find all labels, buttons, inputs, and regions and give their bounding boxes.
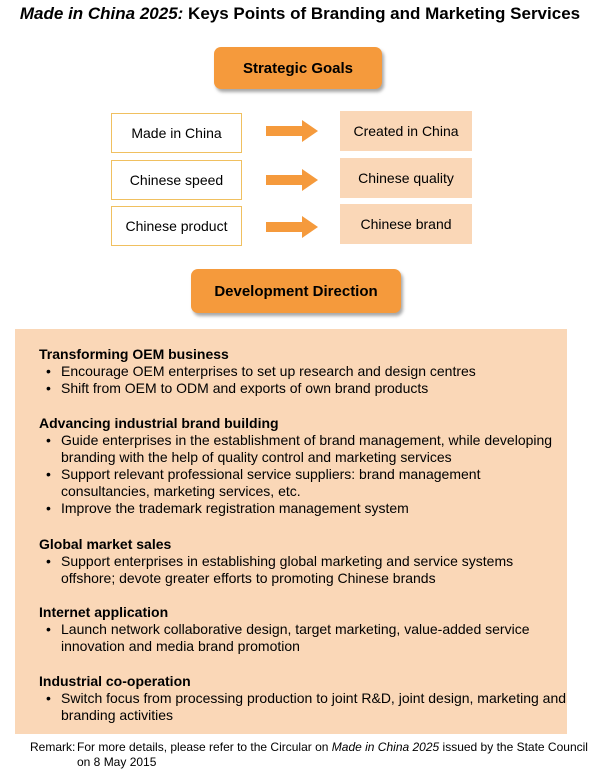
- list-item: • Launch network collaborative design, target marketing, value-added service innovation and media brand promotion: [46, 621, 530, 654]
- section-global-market: [39, 536, 569, 587]
- goal-to-3: Chinese brand: [340, 204, 472, 244]
- goal-to-1: Created in China: [340, 111, 472, 151]
- section-heading: Global market sales: [39, 536, 172, 552]
- right-arrow-icon: [266, 169, 318, 191]
- list-item: • Encourage OEM enterprises to set up research and design centres: [46, 363, 476, 379]
- section-industrial-cooperation: [39, 673, 569, 724]
- section-advancing-brand: [39, 415, 569, 517]
- title-rest: Keys Points of Branding and Marketing Services: [183, 4, 581, 23]
- list-item: • Guide enterprises in the establishment of brand management, while developing branding with the help of quality control and marketing services: [46, 432, 553, 465]
- remark-text: For more details, please refer to the Circular on: [77, 740, 332, 754]
- remark-label: Remark:: [30, 740, 76, 754]
- page-title: [0, 4, 600, 24]
- title-italic: Made in China 2025:: [19, 4, 184, 23]
- goal-to-2: Chinese quality: [340, 158, 472, 198]
- list-item: • Shift from OEM to ODM and exports of own brand products: [46, 380, 429, 396]
- development-panel: [15, 329, 567, 734]
- remark-note: [30, 740, 590, 770]
- section-transforming-oem: [39, 346, 569, 397]
- goal-from-1: Made in China: [111, 113, 242, 153]
- section-heading: Industrial co-operation: [39, 673, 191, 689]
- goal-from-3: Chinese product: [111, 206, 242, 246]
- right-arrow-icon: [266, 120, 318, 142]
- section-heading: Advancing industrial brand building: [39, 415, 279, 431]
- remark-italic: Made in China 2025: [331, 740, 440, 754]
- list-item: • Switch focus from processing production to joint R&D, joint design, marketing and branding activities: [46, 690, 567, 723]
- strategic-goals-header: Strategic Goals: [214, 47, 382, 89]
- goal-from-2: Chinese speed: [111, 160, 242, 200]
- remark-text-end: issued by the State Council on 8 May 2015: [77, 740, 588, 769]
- section-heading: Internet application: [39, 604, 169, 620]
- list-item: • Support enterprises in establishing global marketing and service systems offshore; devote greater efforts to promoting Chinese brands: [46, 553, 514, 586]
- development-direction-header: Development Direction: [191, 269, 401, 313]
- list-item: • Improve the trademark registration management system: [46, 500, 409, 516]
- right-arrow-icon: [266, 216, 318, 238]
- section-internet-application: [39, 604, 569, 655]
- section-heading: Transforming OEM business: [39, 346, 229, 362]
- list-item: • Support relevant professional service suppliers: brand management consultancies, marketing services, etc.: [46, 466, 481, 499]
